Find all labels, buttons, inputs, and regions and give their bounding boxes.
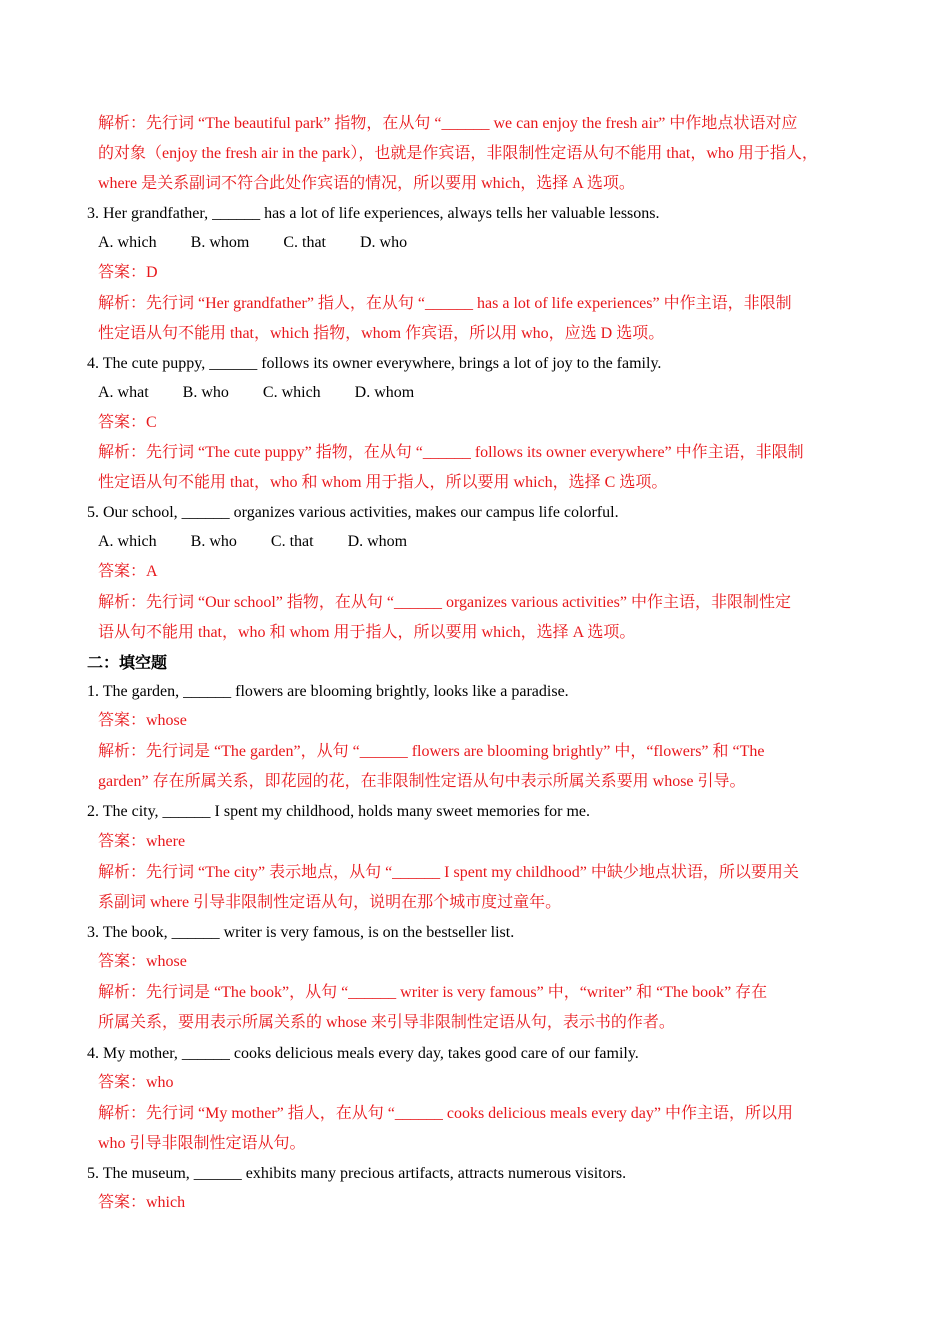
answer-explanation-line: 系副词 where 引导非限制性定语从句，说明在那个城市度过童年。 — [98, 894, 562, 911]
answer-explanation-line: 解析：先行词 “Her grandfather” 指人，在从句 “______ has a lot of life experiences” 中作主语，非限制 — [98, 295, 792, 312]
option-b: B. who — [190, 533, 237, 550]
answer-explanation-line: 答案：C — [98, 414, 157, 431]
option-a: A. which — [98, 533, 157, 550]
answer-explanation-line: 答案：D — [98, 264, 158, 281]
option-d: D. whom — [347, 533, 408, 550]
answer-explanation-line: 的对象（enjoy the fresh air in the park），也就是作宾语，非限制性定语从句不能用 that，who 用于指人， — [98, 145, 818, 162]
answer-explanation-line: 语从句不能用 that，who 和 whom 用于指人，所以要用 which，选择 A 选项。 — [98, 624, 636, 641]
section-heading: 二：填空题 — [87, 655, 168, 672]
answer-explanation-line: 解析：先行词 “My mother” 指人，在从句 “______ cooks delicious meals every day” 中作主语，所以用 — [98, 1105, 794, 1122]
question-line: 5. The museum, ______ exhibits many precious artifacts, attracts numerous visitors. — [87, 1165, 627, 1182]
answer-explanation-line: 解析：先行词是 “The garden”，从句 “______ flowers are blooming brightly” 中，“flowers” 和 “The — [98, 743, 765, 760]
option-d: D. whom — [354, 384, 415, 401]
options-line — [0, 383, 950, 403]
option-c: C. that — [283, 234, 326, 251]
answer-explanation-line: garden” 存在所属关系，即花园的花，在非限制性定语从句中表示所属关系要用 whose 引导。 — [98, 773, 746, 790]
answer-explanation-line: 答案：who — [98, 1074, 174, 1091]
options-line — [0, 233, 950, 253]
option-b: B. who — [182, 384, 229, 401]
answer-explanation-line: 答案：where — [98, 833, 186, 850]
question-line: 4. The cute puppy, ______ follows its owner everywhere, brings a lot of joy to the family. — [87, 355, 662, 372]
option-d: D. who — [360, 234, 408, 251]
answer-explanation-line: 答案：whose — [98, 953, 187, 970]
option-c: C. that — [270, 533, 314, 550]
question-line: 3. The book, ______ writer is very famous, is on the bestseller list. — [87, 924, 515, 941]
question-line: 1. The garden, ______ flowers are blooming brightly, looks like a paradise. — [87, 683, 569, 700]
answer-explanation-line: 答案：whose — [98, 712, 187, 729]
answer-explanation-line: who 引导非限制性定语从句。 — [98, 1135, 306, 1152]
answer-explanation-line: 解析：先行词 “The cute puppy” 指物，在从句 “______ follows its owner everywhere” 中作主语，非限制 — [98, 444, 804, 461]
answer-explanation-line: 所属关系，要用表示所属关系的 whose 来引导非限制性定语从句，表示书的作者。 — [98, 1014, 675, 1031]
option-a: A. what — [98, 384, 149, 401]
question-line: 4. My mother, ______ cooks delicious meals every day, takes good care of our family. — [87, 1045, 639, 1062]
answer-explanation-line: 性定语从句不能用 that，which 指物，whom 作宾语，所以用 who，应选 D 选项。 — [98, 325, 665, 342]
option-c: C. which — [262, 384, 321, 401]
answer-explanation-line: 解析：先行词 “Our school” 指物，在从句 “______ organizes various activities” 中作主语，非限制性定 — [98, 594, 791, 611]
answer-explanation-line: where 是关系副词不符合此处作宾语的情况，所以要用 which，选择 A 选项。 — [98, 175, 635, 192]
answer-explanation-line: 答案：A — [98, 563, 158, 580]
answer-explanation-line: 性定语从句不能用 that，who 和 whom 用于指人，所以要用 which，选择 C 选项。 — [98, 474, 668, 491]
option-a: A. which — [98, 234, 157, 251]
answer-explanation-line: 解析：先行词 “The beautiful park” 指物，在从句 “______ we can enjoy the fresh air” 中作地点状语对应 — [98, 115, 798, 132]
answer-explanation-line: 解析：先行词 “The city” 表示地点，从句 “______ I spent my childhood” 中缺少地点状语，所以要用关 — [98, 864, 799, 881]
option-b: B. whom — [190, 234, 250, 251]
options-line — [0, 532, 950, 552]
answer-explanation-line: 解析：先行词是 “The book”，从句 “______ writer is very famous” 中，“writer” 和 “The book” 存在 — [98, 984, 768, 1001]
answer-explanation-line: 答案：which — [98, 1194, 186, 1211]
question-line: 5. Our school, ______ organizes various activities, makes our campus life colorful. — [87, 504, 619, 521]
question-line: 3. Her grandfather, ______ has a lot of life experiences, always tells her valuable lessons. — [87, 205, 660, 222]
question-line: 2. The city, ______ I spent my childhood, holds many sweet memories for me. — [87, 803, 591, 820]
